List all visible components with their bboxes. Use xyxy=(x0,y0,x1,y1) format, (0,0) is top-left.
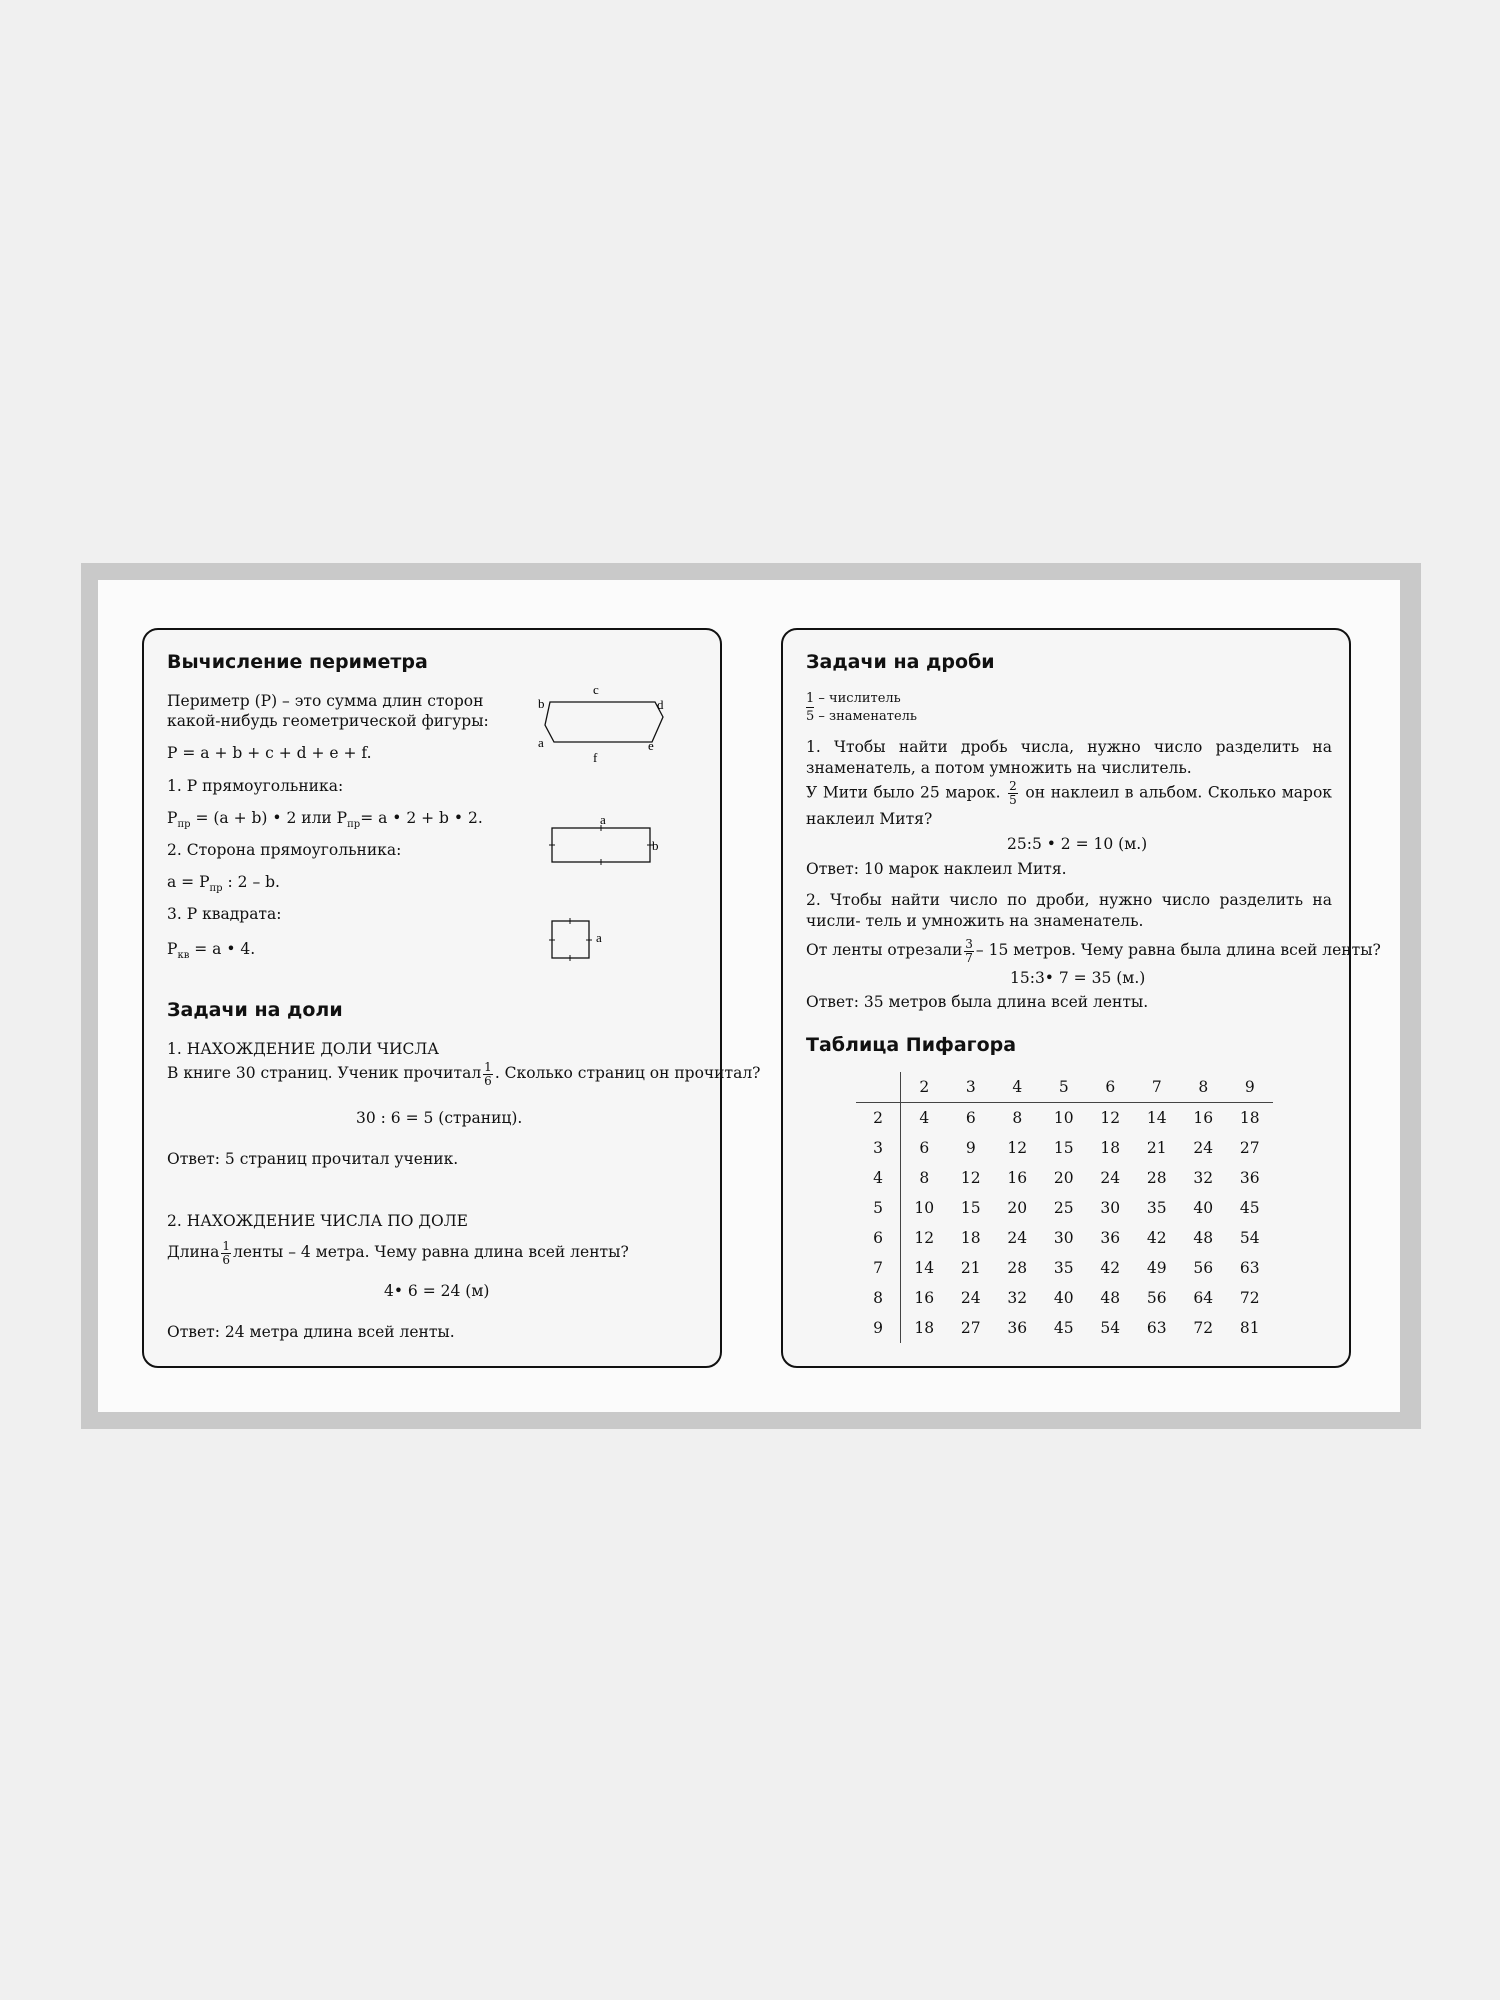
fractions-solution2: 15:3• 7 = 35 (м.) xyxy=(1010,969,1146,987)
fractions-answer2: Ответ: 35 метров была длина всей ленты. xyxy=(806,993,1149,1011)
header-corner xyxy=(856,1072,901,1103)
fractions-task1: У Мити было 25 марок. $\frac{2}{5}$ он наклеил в альбом. Сколько марок наклеил Митя? xyxy=(806,779,1332,828)
rect-label-a: a xyxy=(600,812,606,827)
fraction-3-7: $\frac{3}{7}$ xyxy=(965,936,973,965)
pythagoras-row: 4 8 12 16 20 24 28 32 36 xyxy=(856,1163,1273,1193)
rect-label-b: b xyxy=(652,838,659,853)
pythagoras-row: 5 10 15 20 25 30 35 40 45 xyxy=(856,1193,1273,1223)
square-diagram xyxy=(545,915,625,965)
shares-answer2: Ответ: 24 метра длина всей ленты. xyxy=(167,1323,455,1341)
shares-title: Задачи на доли xyxy=(167,999,343,1021)
perimeter-item1: 1. Р прямоугольника: xyxy=(167,777,344,795)
rectangle-side-formula: $a = P_{пр}$ : 2 – b. xyxy=(167,873,280,895)
shares-solution2: 4• 6 = 24 (м) xyxy=(384,1282,490,1300)
shares-solution1: 30 : 6 = 5 (страниц). xyxy=(356,1109,523,1127)
square-label-a: a xyxy=(596,930,602,945)
pythagoras-title: Таблица Пифагора xyxy=(806,1034,1017,1056)
fractions-answer1: Ответ: 10 марок наклеил Митя. xyxy=(806,860,1067,878)
perimeter-definition-line2: какой-нибудь геометрической фигуры: xyxy=(167,712,489,730)
hex-label-a: a xyxy=(538,735,544,750)
hex-label-d: d xyxy=(657,697,664,712)
perimeter-item2: 2. Сторона прямоугольника: xyxy=(167,841,402,859)
perimeter-item3: 3. Р квадрата: xyxy=(167,905,282,923)
fractions-solution1: 25:5 • 2 = 10 (м.) xyxy=(1007,835,1148,853)
fractions-rule2: 2. Чтобы найти число по дроби, нужно число разделить на числи- тель и умножить на знаменатель. xyxy=(806,891,1332,930)
fractions-rule1: 1. Чтобы найти дробь числа, нужно число разделить на знаменатель, а потом умножить на числитель. xyxy=(806,738,1332,777)
fraction-2-5: $\frac{2}{5}$ xyxy=(1009,779,1017,807)
pythagoras-table xyxy=(856,1072,1273,1343)
pythagoras-row: 9 18 27 36 45 54 63 72 81 xyxy=(856,1313,1273,1343)
pythagoras-row: 2 4 6 8 10 12 14 16 18 xyxy=(856,1103,1273,1134)
perimeter-definition-line1: Периметр (Р) – это сумма длин сторон xyxy=(167,692,484,710)
pythagoras-row: 7 14 21 28 35 42 49 56 63 xyxy=(856,1253,1273,1283)
fractions-task2: От ленты отрезали $\frac{3}{7}$ – 15 метров. Чему равна была длина всей ленты? xyxy=(806,936,1381,965)
hexagon-diagram xyxy=(530,680,680,770)
hex-label-e: e xyxy=(648,738,654,753)
square-perimeter-formula: $P_{кв} = a$ • 4. xyxy=(167,940,256,962)
shares-task2: Длина $\frac{1}{6}$ ленты – 4 метра. Чему равна длина всей ленты? xyxy=(167,1238,629,1267)
pythagoras-row: 3 6 9 12 15 18 21 24 27 xyxy=(856,1133,1273,1163)
fractions-title: Задачи на дроби xyxy=(806,651,995,673)
pythagoras-header-row: 2 3 4 5 6 7 8 9 xyxy=(856,1072,1273,1103)
hex-label-b: b xyxy=(538,696,545,711)
perimeter-title: Вычисление периметра xyxy=(167,651,428,673)
fraction-1-6: $\frac{1}{6}$ xyxy=(484,1059,492,1088)
perimeter-formula: P = a + b + c + d + e + f. xyxy=(167,744,372,762)
pythagoras-row: 8 16 24 32 40 48 56 64 72 xyxy=(856,1283,1273,1313)
fraction-1-6-b: $\frac{1}{6}$ xyxy=(222,1238,230,1267)
rectangle-diagram xyxy=(545,810,665,870)
fraction-legend: 1 – числитель 5 – знаменатель xyxy=(806,691,917,724)
hex-label-c: c xyxy=(593,682,599,697)
shares-task1: В книге 30 страниц. Ученик прочитал $\frac{1}{6}$ . Сколько страниц он прочитал? xyxy=(167,1059,761,1088)
shares-answer1: Ответ: 5 страниц прочитал ученик. xyxy=(167,1150,459,1168)
hex-label-f: f xyxy=(593,750,598,765)
pythagoras-row: 6 12 18 24 30 36 42 48 54 xyxy=(856,1223,1273,1253)
rectangle-perimeter-formula: $P_{пр} = (a + b)$ • 2 или $P_{пр}= a$ • 2 + b • 2. xyxy=(167,809,483,831)
shares-subtitle-2: 2. НАХОЖДЕНИЕ ЧИСЛА ПО ДОЛЕ xyxy=(167,1212,468,1230)
shares-subtitle-1: 1. НАХОЖДЕНИЕ ДОЛИ ЧИСЛА xyxy=(167,1040,440,1058)
